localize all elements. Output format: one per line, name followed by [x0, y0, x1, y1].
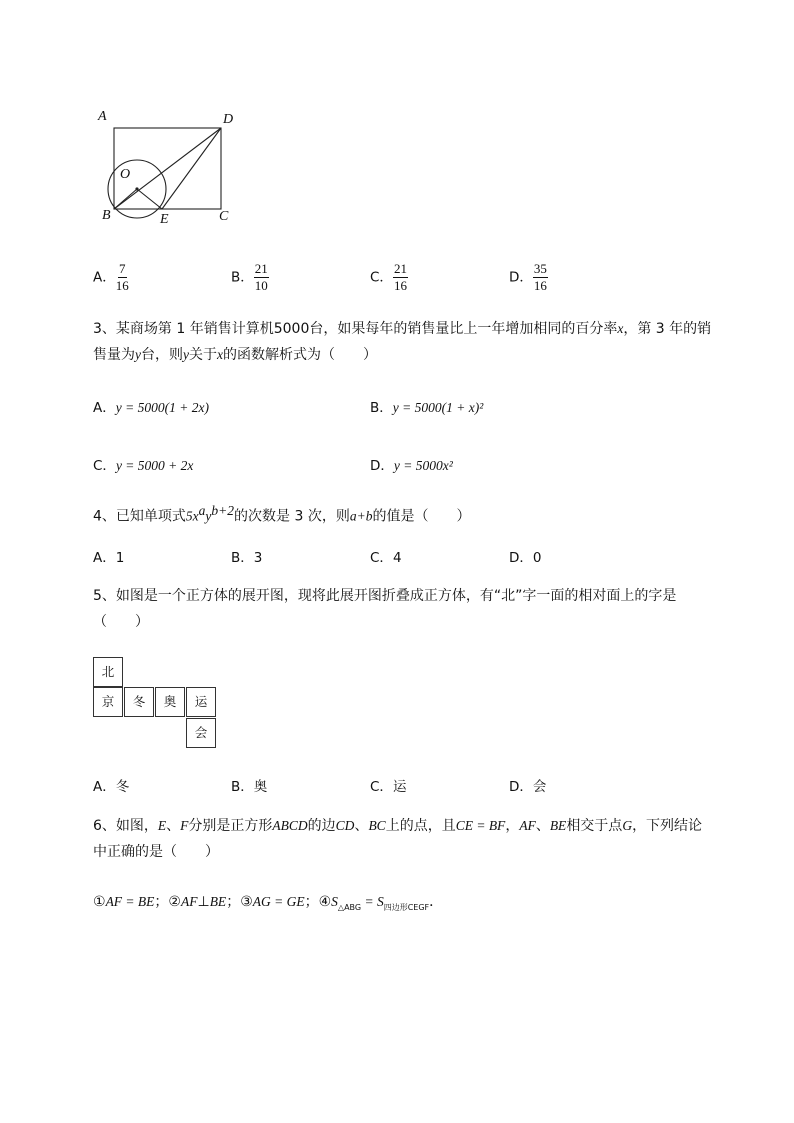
net-cell-top: 北	[93, 657, 123, 687]
q6-stem	[93, 813, 743, 865]
label-C: C	[219, 209, 229, 224]
q5-line1: 5、如图是一个正方体的展开图，现将此展开图折叠成正方体，有“北”字一面的相对面上的字是	[93, 588, 677, 604]
q3-option-b[interactable]: B．y = 5000(1 + x)²	[370, 400, 484, 416]
q4-option-c[interactable]: C．4	[370, 550, 402, 566]
q6-line2: 中正确的是（ ）	[93, 844, 219, 860]
q3-stem	[93, 316, 743, 368]
cube-net	[93, 657, 219, 749]
q3-line1: 3、某商场第 1 年销售计算机5000台，如果每年的销售量比上一年增加相同的百分率x，第 3 年的销	[93, 321, 712, 337]
net-cell-row-1: 京	[93, 687, 123, 717]
q5-option-b[interactable]: B．奥	[231, 779, 268, 795]
q4-option-d[interactable]: D．0	[509, 550, 542, 566]
net-cell-row-2: 冬	[124, 687, 154, 717]
q2-option-b[interactable]: B． $\frac{21}{10}$	[231, 261, 268, 293]
q2-option-d[interactable]: D． $\frac{35}{16}$	[509, 261, 547, 293]
label-A: A	[98, 109, 107, 124]
q2-option-c[interactable]: C． $\frac{21}{16}$	[370, 261, 407, 293]
q3-line2: 售量为y台，则y关于x的函数解析式为（ ）	[93, 347, 377, 363]
q5-option-a[interactable]: A．冬	[93, 779, 130, 795]
q5-option-d[interactable]: D．会	[509, 779, 547, 795]
q5-line2: （ ）	[93, 614, 149, 630]
net-cell-bottom: 会	[186, 718, 216, 748]
q6-statements: ①AF = BE；②AF⊥BE；③AG = GE；$④S_{\triangle ABG} = S_{四边形CEGF}$．	[93, 894, 444, 912]
q3-option-c[interactable]: C．y = 5000 + 2x	[93, 458, 194, 474]
q4-stem: 4、已知单项式$5x^ay^{b+2}$的次数是 3 次，则a+b的值是（ ）	[93, 503, 471, 525]
q3-option-d[interactable]: D．y = 5000x²	[370, 458, 453, 474]
q4-option-b[interactable]: B．3	[231, 550, 263, 566]
q5-option-c[interactable]: C．运	[370, 779, 407, 795]
label-E: E	[160, 212, 169, 227]
label-B: B	[102, 208, 111, 223]
q3-option-a[interactable]: A．y = 5000(1 + 2x)	[93, 400, 209, 416]
net-cell-row-3: 奥	[155, 687, 185, 717]
net-cell-row-4: 运	[186, 687, 216, 717]
label-D: D	[223, 112, 234, 127]
label-O: O	[120, 167, 131, 182]
q4-option-a[interactable]: A．1	[93, 550, 125, 566]
q5-stem	[93, 583, 743, 635]
q2-option-a[interactable]: A． $\frac{7}{16}$	[93, 261, 129, 293]
q6-line1: 6、如图，E、F分别是正方形ABCD的边CD、BC上的点，且CE = BF，AF、BE相交于点G，下列结论	[93, 818, 703, 834]
